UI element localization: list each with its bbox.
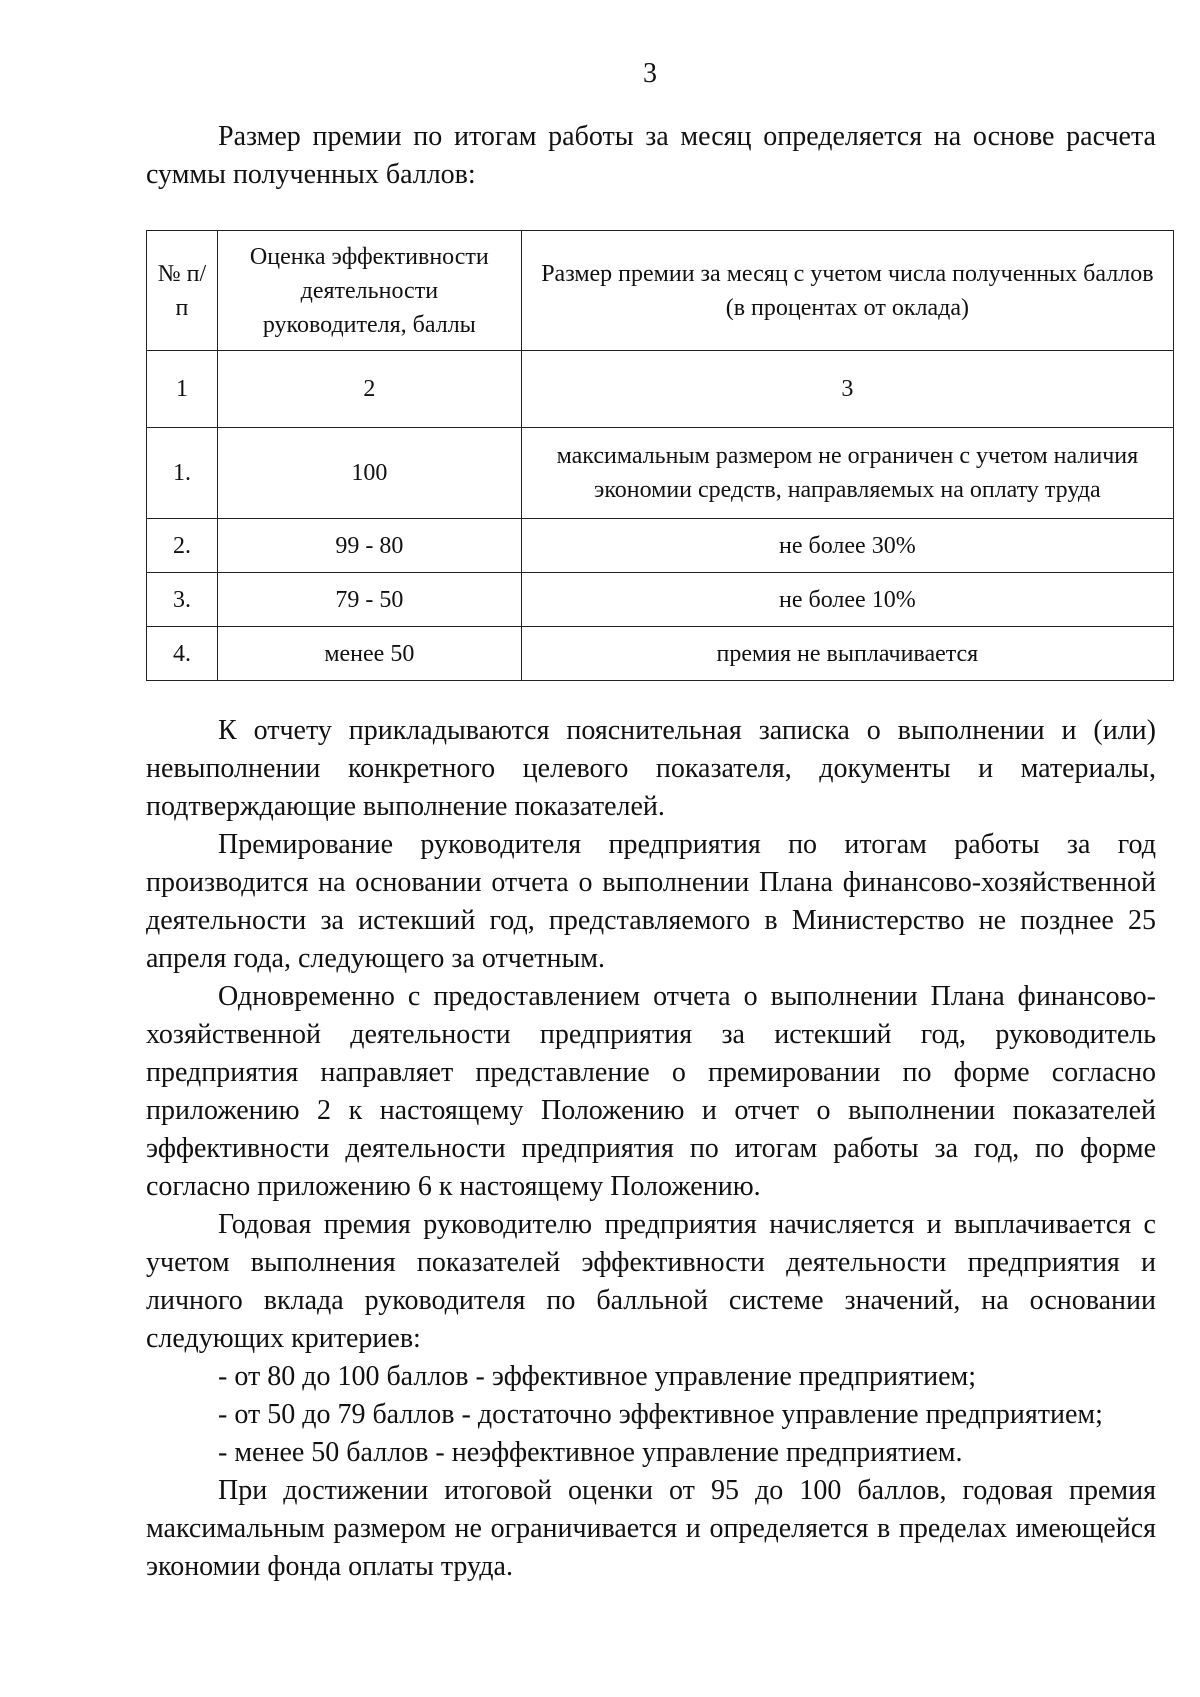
row-bonus: максимальным размером не ограничен с учетом наличия экономии средств, направляемых на оплату труда (521, 428, 1173, 519)
intro-paragraph: Размер премии по итогам работы за месяц определяется на основе расчета суммы полученных баллов: (146, 121, 1156, 190)
paragraph-report-attachments: К отчету прикладываются пояснительная записка о выполнении и (или) невыполнении конкретного целевого показателя, документы и материалы, подтверждающие выполнение показателей. (146, 715, 1156, 822)
table-numbering-row (147, 351, 1174, 428)
criteria-item: - менее 50 баллов - неэффективное управление предприятием. (218, 1437, 963, 1468)
row-number: 1. (147, 428, 218, 519)
header-bonus: Размер премии за месяц с учетом числа полученных баллов (в процентах от оклада) (521, 231, 1173, 351)
paragraph-submission: Одновременно с предоставлением отчета о выполнении Плана финансово-хозяйственной деятельности предприятия за истекший год, руководитель предприятия направляет представление о премировании по форме согласно приложению 2 к настоящему Положению и отчет о выполнении показателей эффективности деятельности предприятия по итогам работы за год, по форме согласно приложению 6 к настоящему Положению. (146, 981, 1156, 1202)
row-number: 4. (147, 627, 218, 681)
row-number: 2. (147, 519, 218, 573)
criteria-item: - от 80 до 100 баллов - эффективное управление предприятием; (218, 1361, 977, 1392)
table-row (147, 428, 1174, 519)
header-number: № п/п (147, 231, 218, 351)
table-row (147, 627, 1174, 681)
row-score: 79 - 50 (217, 573, 521, 627)
table-row (147, 573, 1174, 627)
header-score: Оценка эффективности деятельности руководителя, баллы (217, 231, 521, 351)
criteria-item: - от 50 до 79 баллов - достаточно эффективное управление предприятием; (218, 1399, 1103, 1430)
table-row (147, 519, 1174, 573)
row-bonus: премия не выплачивается (521, 627, 1173, 681)
row-bonus: не более 30% (521, 519, 1173, 573)
paragraph-annual-bonus-basis: Премирование руководителя предприятия по итогам работы за год производится на основании отчета о выполнении Плана финансово-хозяйственной деятельности за истекший год, представляемого в Министерство не позднее 25 апреля года, следующего за отчетным. (146, 829, 1156, 974)
row-score: менее 50 (217, 627, 521, 681)
body-text (146, 712, 1156, 1586)
table-header-row (147, 231, 1174, 351)
row-score: 99 - 80 (217, 519, 521, 573)
paragraph-annual-bonus-criteria: Годовая премия руководителю предприятия начисляется и выплачивается с учетом выполнения показателей эффективности деятельности предприятия и личного вклада руководителя по балльной системе значений, на основании следующих критериев: (146, 1209, 1156, 1354)
column-number-1: 1 (147, 351, 218, 428)
column-number-2: 2 (217, 351, 521, 428)
paragraph-final: При достижении итоговой оценки от 95 до 100 баллов, годовая премия максимальным размером не ограничивается и определяется в пределах имеющейся экономии фонда оплаты труда. (146, 1475, 1156, 1582)
row-number: 3. (147, 573, 218, 627)
row-score: 100 (217, 428, 521, 519)
page-number: 3 (643, 58, 657, 89)
bonus-table (146, 230, 1174, 681)
row-bonus: не более 10% (521, 573, 1173, 627)
column-number-3: 3 (521, 351, 1173, 428)
